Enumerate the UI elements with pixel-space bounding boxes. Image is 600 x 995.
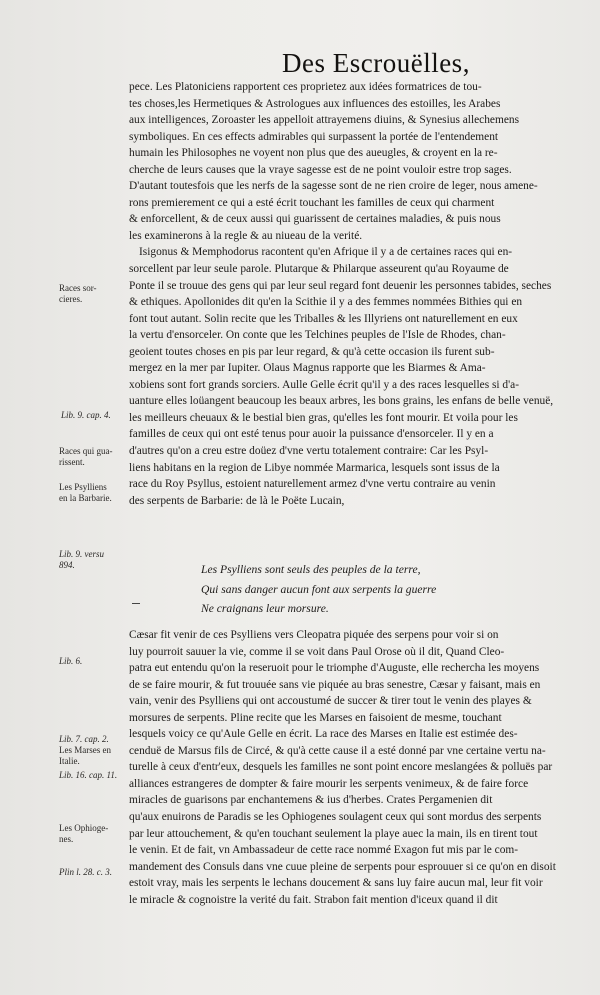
margin-note-citation: Lib. 16. cap. 11. [59, 770, 118, 780]
text-line: estoit vray, mais les serpents le lechans doucement & sans luy faire aucun mal, leur fit voir [129, 877, 543, 890]
margin-note-citation: Lib. 9. versu 894. [59, 549, 104, 570]
margin-note-citation: Lib. 6. [59, 656, 83, 666]
text-line: xobiens sont fort grands sorciers. Aulle Gelle écrit qu'il y a des races lesquelles si d'a- [129, 378, 520, 391]
text-line: cenduë de Marsus fils de Circé, & qu'à cette cause il a esté donné par vne certaine vertu na- [129, 744, 546, 757]
text-line: familles de ceux qui ont esté tenus pour auoir la puissance d'ensorceler. Il y en a [129, 428, 494, 441]
margin-note-races-sorcieres: Races sor- cieres. [59, 283, 97, 304]
text-line: des serpents de Barbarie: de là le Poëte Lucain, [129, 494, 345, 507]
text-line: lesquels voicy ce qu'Aule Gelle en écrit. La race des Marses en Italie est estimée des- [129, 728, 518, 741]
text-line: Ponte il se trouue des gens qui par leur seul regard font deuenir les personnes tabides, seches [129, 279, 552, 292]
text-line: sorcellent par leur seule parole. Plutarque & Philarque asseurent qu'au Royaume de [129, 263, 509, 276]
text-line: le venin. Et de fait, vn Ambassadeur de cette race nommé Exagon fut mis par le com- [129, 844, 519, 857]
text-line: symboliques. En ces effects admirables qui surpassent la portée de l'entendement [129, 130, 499, 143]
text-line: morsures de serpents. Pline recite que les Marses en faisoient de mesme, touchant [129, 711, 502, 724]
margin-note-psylliens: Les Psylliens en la Barbarie. [59, 482, 112, 503]
text-line: liens habitans en la region de Libye nommée Marmarica, lesquels sont issus de la [129, 461, 500, 474]
text-line: les meilleurs cheuaux & le bestial bien gras, qu'elles les font mourir. Et voila pour les [129, 411, 518, 424]
text-line: cherche de leurs causes que la vraye sagesse est de ne point vouloir estre trop sages. [129, 163, 512, 176]
text-line: pece. Les Platoniciens rapportent ces proprietez aux idées formatrices de tou- [129, 81, 482, 93]
text-line: rons premierement ce qui a esté écrit touchant les familles de ceux qui charment [129, 196, 495, 209]
text-line: & enforcellent, & de ceux aussi qui guarissent de certaines maladies, & puis nous [129, 213, 501, 226]
margin-note-ophiogenes: Les Ophioge- nes. [59, 823, 109, 844]
text-line: turelle à ceux d'entr'eux, desquels les familles ne sont point encore meslangées & polluës par [129, 761, 553, 774]
poem-line: Les Psylliens sont seuls des peuples de la terre, [201, 563, 421, 576]
text-line: humain les Philosophes ne voyent non plus que des aueugles, & croyent en la re- [129, 147, 498, 160]
poem-quotation [201, 560, 436, 619]
text-line: D'autant toutesfois que les nerfs de la sagesse sont de ne rien croire de leger, nous amene- [129, 180, 538, 193]
margin-note-citation: Plin l. 28. c. 3. [59, 867, 112, 877]
text-line: Cæsar fit venir de ces Psylliens vers Cleopatra piquée des serpens pour voir si on [129, 629, 499, 641]
text-line: de se faire mourir, & fut trouuée sans vie piquée au bras senestre, Cæsar y faisant, mais en [129, 678, 541, 691]
margin-note-citation: Lib. 9. cap. 4. [61, 410, 111, 420]
poem-line: Ne craignans leur morsure. [201, 602, 329, 615]
text-line: mergez en la mer par Iupiter. Olaus Magnus rapporte que les Biarmes & Ama- [129, 362, 486, 375]
text-line: alliances estrangeres de dompter & faire mourir les serpents venimeux, & de faire force [129, 777, 529, 790]
text-line: d'autres qu'on a creu estre doüez d'vne vertu totalement contraire: Car les Psyl- [129, 445, 489, 458]
text-line: qu'aux enuirons de Paradis se les Ophiogenes soulagent ceux qui sont mordus des serpents [129, 811, 542, 824]
text-line: vain, venir des Psylliens qui ont accoustumé de succer & tirer tout le venin des playes & [129, 695, 532, 708]
poem-dash-mark [132, 603, 140, 604]
text-line: uanture elles loüangent beaucoup les beaux arbres, les bons grains, les enfans de belle venuë, [129, 395, 554, 408]
text-line: par leur attouchement, & qu'en touchant seulement la playe auec la main, ils en tirent tout [129, 827, 538, 840]
text-line: tes choses,les Hermetiques & Astrologues aux influences des estoilles, les Arabes [129, 97, 501, 110]
margin-note-races-guarissent: Races qui gua- rissent. [59, 446, 113, 467]
text-line: Isigonus & Memphodorus racontent qu'en Afrique il y a de certaines races qui en- [139, 246, 513, 259]
text-line: & ethiques. Apollonides dit qu'en la Scithie il y a des femmes nommées Bithies qui en [129, 296, 523, 309]
text-line: font tout autant. Solin recite que les Triballes & les Illyriens ont naturellement en eux [129, 312, 518, 325]
text-line: la vertu d'ensorceler. On conte que les Telchines peuples de l'Isle de Rhodes, chan- [129, 329, 506, 342]
margin-note-citation: Lib. 7. cap. 2. [59, 734, 109, 744]
text-line: patra eut entendu qu'on la reseruoit pour le triomphe d'Auguste, elle rechercha les moyens [129, 662, 540, 675]
body-text-block-2 [129, 627, 591, 908]
poem-line: Qui sans danger aucun font aux serpents la guerre [201, 582, 437, 596]
text-line: aux intelligences, Zoroaster les appelloit attrayemens diuins, & Synesius allechemens [129, 114, 520, 127]
text-line: le miracle & cognoistre la verité du fait. Strabon fait mention d'iceux quand il dit [129, 893, 498, 906]
text-line: miracles de guarisons par enchantemens & ius d'herbes. Crates Pergamenien dit [129, 794, 493, 807]
running-title: Des Escrouëlles, [282, 48, 470, 78]
text-line: luy pourroit sauuer la vie, comme il se voit dans Paul Orose où il dit, Quand Cleo- [129, 645, 505, 658]
text-line: race du Roy Psyllus, estoient naturellement armez d'vne vertu contraire au venin [129, 478, 496, 491]
body-text-block-1 [129, 79, 591, 509]
text-line: mandement des Consuls dans vne cuue pleine de serpents pour esprouuer si ce qu'on en disoit [129, 860, 556, 873]
text-line: geoient toutes choses en pis par leur regard, & qu'à cette occasion ils furent sub- [129, 345, 495, 358]
margin-note-marses: Les Marses en Italie. [59, 745, 111, 766]
text-line: les examinerons à la regle & au niueau de la verité. [129, 229, 363, 242]
